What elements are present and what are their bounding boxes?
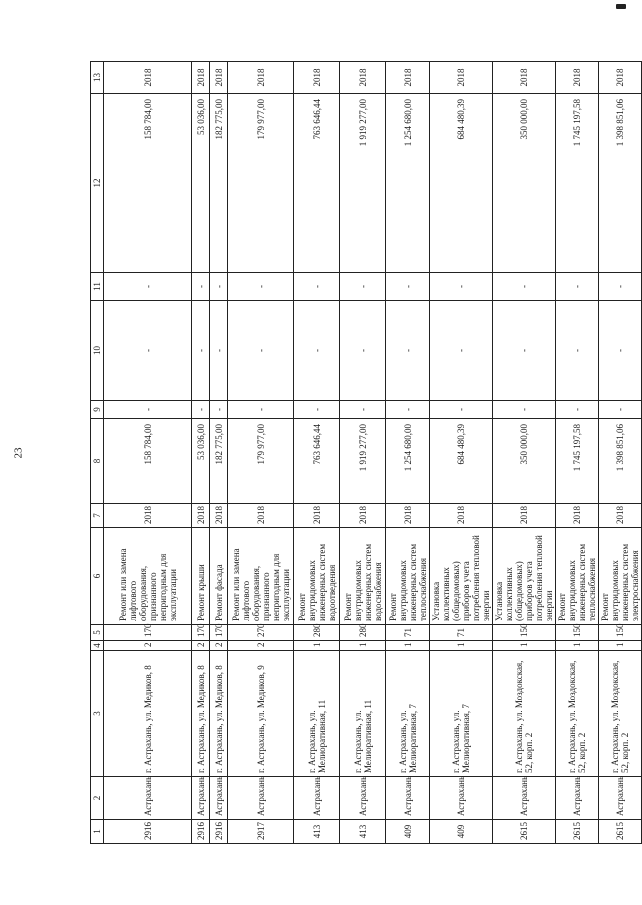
total-cost-cell: 684 480,39: [430, 419, 493, 504]
budget-cell: -: [104, 301, 192, 401]
code-cell: 280: [294, 625, 340, 641]
city-cell: Астрахань: [192, 777, 210, 820]
local-cell: -: [294, 273, 340, 301]
house-id-cell: 2615: [556, 820, 599, 844]
owners-cost-cell: 182 775,00: [210, 94, 228, 273]
total-cost-cell: 158 784,00: [104, 419, 192, 504]
total-cost-cell: 53 036,00: [192, 419, 210, 504]
column-header: 4: [91, 641, 104, 651]
city-cell: Астрахань: [386, 777, 430, 820]
address-cell: г. Астрахань, ул. Медиков, 9: [228, 651, 294, 777]
city-cell: Астрахань: [294, 777, 340, 820]
year-cell: 2018: [430, 504, 493, 528]
local-cell: -: [340, 273, 386, 301]
total-cost-cell: 763 646,44: [294, 419, 340, 504]
work-type-cell: Ремонт внутридомовых инженерных систем теплоснабжения: [556, 528, 599, 625]
address-cell: г. Астрахань, ул. Моздокская, 52, корп. 2: [599, 651, 642, 777]
entrances-cell: 1: [430, 641, 493, 651]
table-row: [556, 62, 599, 844]
budget-cell: -: [556, 301, 599, 401]
code-cell: 170: [192, 625, 210, 641]
table-row: [599, 62, 642, 844]
local-cell: -: [192, 273, 210, 301]
work-type-cell: Установка коллективных (общедомовых) приборов учета потребления тепловой энергии: [430, 528, 493, 625]
year-cell: 2018: [340, 504, 386, 528]
entrances-cell: 2: [104, 641, 192, 651]
house-id-cell: 2917: [228, 820, 294, 844]
city-cell: Астрахань: [493, 777, 556, 820]
house-id-cell: 2615: [493, 820, 556, 844]
work-type-cell: Ремонт внутридомовых инженерных систем электроснабжения: [599, 528, 642, 625]
owners-cost-cell: 1 919 277,00: [340, 94, 386, 273]
deadline-cell: 2018: [340, 62, 386, 94]
entrances-cell: 1: [556, 641, 599, 651]
address-cell: г. Астрахань, ул. Медиков, 8: [192, 651, 210, 777]
house-id-cell: 2916: [210, 820, 228, 844]
total-cost-cell: 1 919 277,00: [340, 419, 386, 504]
deadline-cell: 2018: [556, 62, 599, 94]
owners-cost-cell: 1 398 851,06: [599, 94, 642, 273]
column-header: 5: [91, 625, 104, 641]
column-header: 6: [91, 528, 104, 625]
total-cost-cell: 1 398 851,06: [599, 419, 642, 504]
deadline-cell: 2018: [430, 62, 493, 94]
entrances-cell: 2: [192, 641, 210, 651]
city-cell: Астрахань: [556, 777, 599, 820]
column-header: 12: [91, 94, 104, 273]
code-cell: 280: [340, 625, 386, 641]
fund-cell: -: [493, 401, 556, 419]
address-cell: г. Астрахань, ул. Мелиоративная, 11: [294, 651, 340, 777]
column-header: 11: [91, 273, 104, 301]
work-type-cell: Ремонт или замена лифтового оборудования, признанного непригодным для эксплуатации: [104, 528, 192, 625]
local-cell: -: [210, 273, 228, 301]
code-cell: 150: [599, 625, 642, 641]
code-cell: 170: [104, 625, 192, 641]
fund-cell: -: [386, 401, 430, 419]
table-row: [386, 62, 430, 844]
house-id-cell: 413: [340, 820, 386, 844]
city-cell: Астрахань: [210, 777, 228, 820]
fund-cell: -: [228, 401, 294, 419]
address-cell: г. Астрахань, ул. Мелиоративная, 7: [430, 651, 493, 777]
code-cell: 71: [430, 625, 493, 641]
column-header: 1: [91, 820, 104, 844]
owners-cost-cell: 684 480,39: [430, 94, 493, 273]
fund-cell: -: [340, 401, 386, 419]
table-viewport: [90, 62, 640, 844]
deadline-cell: 2018: [192, 62, 210, 94]
table-row: [493, 62, 556, 844]
work-type-cell: Ремонт внутридомовых инженерных систем теплоснабжения: [386, 528, 430, 625]
column-header: 10: [91, 301, 104, 401]
house-id-cell: 409: [430, 820, 493, 844]
deadline-cell: 2018: [294, 62, 340, 94]
table-row: [104, 62, 192, 844]
column-header: 13: [91, 62, 104, 94]
code-cell: 71: [386, 625, 430, 641]
entrances-cell: 1: [493, 641, 556, 651]
column-header-row: [91, 62, 104, 844]
table-row: [192, 62, 210, 844]
total-cost-cell: 1 254 680,00: [386, 419, 430, 504]
column-header: 7: [91, 504, 104, 528]
deadline-cell: 2018: [228, 62, 294, 94]
entrances-cell: 1: [386, 641, 430, 651]
work-type-cell: Ремонт или замена лифтового оборудования, признанного непригодным для эксплуатации: [228, 528, 294, 625]
local-cell: -: [104, 273, 192, 301]
entrances-cell: 2: [228, 641, 294, 651]
year-cell: 2018: [493, 504, 556, 528]
code-cell: 150: [493, 625, 556, 641]
page-number: [6, 0, 30, 905]
budget-cell: -: [340, 301, 386, 401]
house-id-cell: 413: [294, 820, 340, 844]
deadline-cell: 2018: [104, 62, 192, 94]
fund-cell: -: [104, 401, 192, 419]
house-id-cell: 2615: [599, 820, 642, 844]
year-cell: 2018: [386, 504, 430, 528]
year-cell: 2018: [294, 504, 340, 528]
budget-cell: -: [294, 301, 340, 401]
local-cell: -: [599, 273, 642, 301]
entrances-cell: 1: [340, 641, 386, 651]
owners-cost-cell: 179 977,00: [228, 94, 294, 273]
fund-cell: -: [192, 401, 210, 419]
city-cell: Астрахань: [340, 777, 386, 820]
total-cost-cell: 1 745 197,58: [556, 419, 599, 504]
year-cell: 2018: [210, 504, 228, 528]
deadline-cell: 2018: [210, 62, 228, 94]
budget-cell: -: [228, 301, 294, 401]
deadline-cell: 2018: [599, 62, 642, 94]
fund-cell: -: [430, 401, 493, 419]
column-header: 9: [91, 401, 104, 419]
address-cell: г. Астрахань, ул. Моздокская, 52, корп. 2: [493, 651, 556, 777]
fund-cell: -: [294, 401, 340, 419]
year-cell: 2018: [228, 504, 294, 528]
total-cost-cell: 182 775,00: [210, 419, 228, 504]
owners-cost-cell: 158 784,00: [104, 94, 192, 273]
work-type-cell: Ремонт внутридомовых инженерных систем водоснабжения: [340, 528, 386, 625]
budget-cell: -: [386, 301, 430, 401]
page-number-text: 23: [12, 447, 24, 458]
table-row: [430, 62, 493, 844]
work-type-cell: Ремонт фасада: [210, 528, 228, 625]
work-type-cell: Ремонт крыши: [192, 528, 210, 625]
owners-cost-cell: 1 254 680,00: [386, 94, 430, 273]
total-cost-cell: 350 000,00: [493, 419, 556, 504]
table-row: [210, 62, 228, 844]
fund-cell: -: [599, 401, 642, 419]
local-cell: -: [430, 273, 493, 301]
owners-cost-cell: 350 000,00: [493, 94, 556, 273]
local-cell: -: [228, 273, 294, 301]
budget-cell: -: [210, 301, 228, 401]
code-cell: 170: [210, 625, 228, 641]
code-cell: 150: [556, 625, 599, 641]
total-cost-cell: 179 977,00: [228, 419, 294, 504]
address-cell: г. Астрахань, ул. Моздокская, 52, корп. 2: [556, 651, 599, 777]
budget-cell: -: [430, 301, 493, 401]
deadline-cell: 2018: [386, 62, 430, 94]
work-type-cell: Установка коллективных (общедомовых) приборов учета потребления тепловой энергии: [493, 528, 556, 625]
house-id-cell: 2916: [192, 820, 210, 844]
budget-cell: -: [599, 301, 642, 401]
owners-cost-cell: 53 036,00: [192, 94, 210, 273]
table-row: [228, 62, 294, 844]
budget-cell: -: [192, 301, 210, 401]
local-cell: -: [556, 273, 599, 301]
address-cell: г. Астрахань, ул. Мелиоративная, 11: [340, 651, 386, 777]
local-cell: -: [493, 273, 556, 301]
year-cell: 2018: [104, 504, 192, 528]
fund-cell: -: [556, 401, 599, 419]
local-cell: -: [386, 273, 430, 301]
year-cell: 2018: [192, 504, 210, 528]
address-cell: г. Астрахань, ул. Медиков, 8: [210, 651, 228, 777]
city-cell: Астрахань: [104, 777, 192, 820]
table-row: [340, 62, 386, 844]
entrances-cell: 1: [599, 641, 642, 651]
table-row: [294, 62, 340, 844]
fund-cell: -: [210, 401, 228, 419]
year-cell: 2018: [556, 504, 599, 528]
city-cell: Астрахань: [599, 777, 642, 820]
owners-cost-cell: 763 646,44: [294, 94, 340, 273]
repair-program-table: [90, 61, 642, 844]
code-cell: 270: [228, 625, 294, 641]
owners-cost-cell: 1 745 197,58: [556, 94, 599, 273]
column-header: 8: [91, 419, 104, 504]
column-header: 2: [91, 777, 104, 820]
work-type-cell: Ремонт внутридомовых инженерных систем водоотведения: [294, 528, 340, 625]
city-cell: Астрахань: [430, 777, 493, 820]
house-id-cell: 2916: [104, 820, 192, 844]
address-cell: г. Астрахань, ул. Медиков, 8: [104, 651, 192, 777]
year-cell: 2018: [599, 504, 642, 528]
house-id-cell: 409: [386, 820, 430, 844]
entrances-cell: 1: [294, 641, 340, 651]
scan-mark: [616, 4, 626, 9]
rotated-table-container: [90, 62, 640, 844]
address-cell: г. Астрахань, ул. Мелиоративная, 7: [386, 651, 430, 777]
city-cell: Астрахань: [228, 777, 294, 820]
entrances-cell: 2: [210, 641, 228, 651]
column-header: 3: [91, 651, 104, 777]
deadline-cell: 2018: [493, 62, 556, 94]
budget-cell: -: [493, 301, 556, 401]
